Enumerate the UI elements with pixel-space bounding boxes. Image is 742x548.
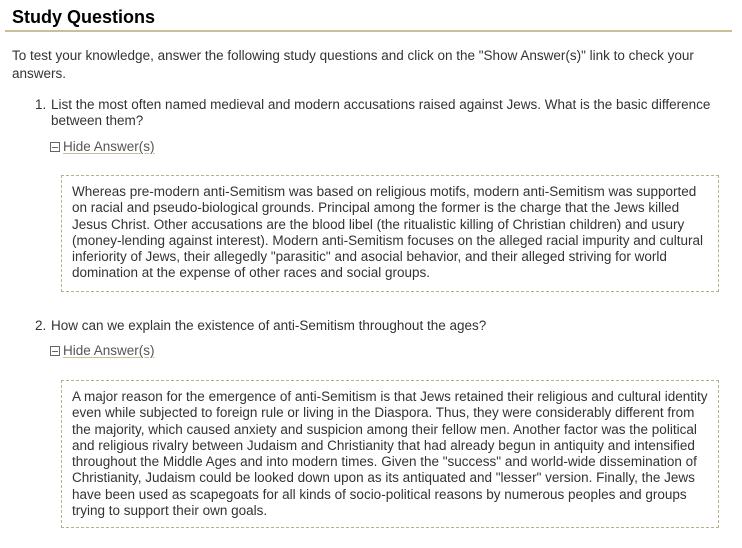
toggle-label: Hide Answer(s): [63, 343, 155, 358]
question-text: List the most often named medieval and modern accusations raised against Jews. What is the basic difference between them?: [51, 97, 711, 128]
question-number: 2.: [35, 318, 47, 333]
answer-text: Whereas pre-modern anti-Semitism was based on religious motifs, modern anti-Semitism was supported on racial and pseudo-biological grounds. Principal among the former is the charge that the Jews killed Jesus Christ. Other accusations are the blood libel (the ritualistic killing of Christian children) and usury (money-lending against interest). Modern anti-Semitism focuses on the alleged racial impurity and cultural inferiority of Jews, their allegedly "parasitic" and asocial behavior, and their alleged striving for world domination at the expense of other races and social groups.: [72, 184, 704, 281]
section-title: Study Questions: [12, 7, 156, 27]
answer-box-2: [61, 380, 719, 528]
intro-text: To test your knowledge, answer the following study questions and click on the "Show Answer(s)" link to check your answers.: [12, 48, 694, 81]
question-1: [35, 97, 725, 129]
answer-box-1: [61, 175, 719, 292]
question-2: [35, 318, 725, 334]
minus-box-icon: [50, 142, 60, 152]
question-number: 1.: [35, 97, 47, 112]
question-text: How can we explain the existence of anti-Semitism throughout the ages?: [51, 318, 487, 333]
hide-answers-toggle-1[interactable]: [50, 138, 155, 156]
hide-answers-toggle-2[interactable]: [50, 342, 155, 360]
answer-text: A major reason for the emergence of anti-Semitism is that Jews retained their religious and cultural identity even while subjected to foreign rule or living in the Diaspora. Thus, they were considerably different from the majority, which caused anxiety and suspicion among their fellow men. Another factor was the political and religious rivalry between Judaism and Christianity that had already begun in antiquity and intensified throughout the Middle Ages and into modern times. Given the "success" and world-wide dissemination of Christianity, Judaism could be looked down upon as its antiquated and "lesser" version. Finally, the Jews have been used as scapegoats for all kinds of socio-political reasons by numerous peoples and groups trying to support their own goals.: [72, 389, 708, 519]
toggle-label: Hide Answer(s): [63, 139, 155, 154]
title-divider: [5, 30, 732, 32]
minus-box-icon: [50, 346, 60, 356]
